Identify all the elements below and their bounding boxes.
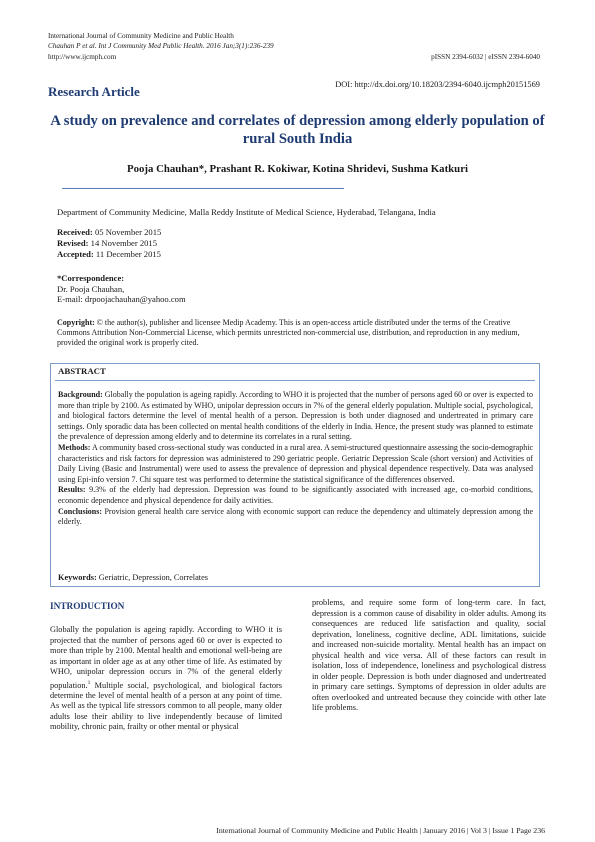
- received-date: Received: 05 November 2015: [57, 227, 162, 237]
- correspondence-email[interactable]: E-mail: drpoojachauhan@yahoo.com: [57, 294, 186, 305]
- introduction-heading: INTRODUCTION: [50, 602, 125, 612]
- doi[interactable]: DOI: http://dx.doi.org/10.18203/2394-6040.ijcmph20151569: [335, 80, 540, 89]
- footnote-ref: 1: [87, 679, 91, 686]
- author-list: Pooja Chauhan*, Prashant R. Kokiwar, Kotina Shridevi, Sushma Katkuri: [127, 163, 468, 175]
- abstract-background: Background: Globally the population is ageing rapidly. According to WHO it is projected that the number of persons aged 60 or over is expected to more than triple by 2100. As estimated by WHO, unipolar depression occurs in 7% of the general elderly population. Multiple social, psychological, and biological factors determine the level of mental health of a person. Depression is both under diagnosed and undertreated in primary care settings. Only sporadic data has been collected on mental health conditions of the elderly in India. Hence, the present study was planned to estimate the prevalence of depression among elderly and to determine its correlates in a rural setting.: [58, 390, 534, 442]
- introduction-left-column: Globally the population is ageing rapidly. According to WHO it is projected that the number of persons aged 60 or over is expected to more than triple by 2100. Mental health and emotional well-being are as important in older age as at any other time of life. As estimated by WHO, unipolar depression occurs in 7% of the general elderly population.$^1$ Multiple social, psychological, and biological factors determine the level of mental health of a person at any point of time. As well as the typical life stressors common to all people, many older adults lose their ability to live independently because of limited mobility, chronic pain, frailty or other mental or physical: [50, 625, 282, 732]
- title-divider: [62, 188, 344, 189]
- journal-name: International Journal of Community Medicine and Public Health: [48, 32, 234, 40]
- keywords: Keywords: Geriatric, Depression, Correlates: [58, 573, 208, 582]
- abstract-conclusions: Conclusions: Provision general health care service along with economic support can reduce the dependency and ultimately depression among the elderly.: [58, 506, 534, 527]
- abstract-results: Results: 9.3% of the elderly had depression. Depression was found to be significantly associated with increased age, co-morbid conditions, economic dependence and physical dependence for daily activities.: [58, 485, 534, 505]
- page-footer: International Journal of Community Medicine and Public Health | January 2016 | Vol 3 | Issue 1 Page 236: [216, 826, 545, 835]
- issn: pISSN 2394-6032 | eISSN 2394-6040: [431, 53, 540, 61]
- article-dates: [57, 227, 161, 260]
- accepted-date: Accepted: 11 December 2015: [57, 249, 161, 259]
- correspondence-label: *Correspondence:: [57, 273, 125, 283]
- correspondence-name: Dr. Pooja Chauhan,: [57, 283, 125, 294]
- abstract-heading: ABSTRACT: [58, 366, 106, 376]
- abstract-body: [58, 390, 533, 528]
- correspondence: [57, 273, 186, 305]
- article-title: A study on prevalence and correlates of depression among elderly population of rural South India: [50, 113, 545, 147]
- abstract-methods: Methods: A community based cross-sectional study was conducted in a rural area. A semi-structured questionnaire assessing the socio-demographic characteristics and risk factors for depression was administered to 290 geriatric people. Geriatric Depression Scale (short version) and Activities of Daily Living (Basic and Instrumental) were used to assess the prevalence of depression and physical dependence respectively. Data was analysed using Epi-info version 7. Chi square test was performed to determine the statistical significance of the differences observed.: [58, 442, 534, 484]
- revised-date: Revised: 14 November 2015: [57, 238, 158, 248]
- article-type: Research Article: [48, 84, 140, 99]
- abstract-divider: [55, 380, 535, 381]
- introduction-right-column: problems, and require some form of long-term care. In fact, depression is a common cause of disability in older adults. Among its consequences are reduced life satisfaction and quality, social deprivation, loneliness, cognitive decline, ADL limitations, suicide and increased non-suicide mortality. Mental health has an impact on physical health and vice versa. All of these factors can result in isolation, loss of independence, loneliness and psychological distress in older people. Depression is both under diagnosed and undertreated in primary care settings. Symptoms of depression in older adults are often overlooked and untreated because they coincide with other late life problems.: [312, 598, 546, 712]
- journal-website[interactable]: http://www.ijcmph.com: [48, 53, 117, 61]
- copyright-notice: Copyright: © the author(s), publisher and licensee Medip Academy. This is an open-access article distributed under the terms of the Creative Commons Attribution Non-Commercial License, which permits unrestricted non-commercial use, distribution, and reproduction in any medium, provided the original work is properly cited.: [57, 318, 520, 348]
- citation-line: Chauhan P et al. Int J Community Med Public Health. 2016 Jan;3(1):236-239: [48, 42, 274, 50]
- affiliation: Department of Community Medicine, Malla Reddy Institute of Medical Science, Hyderabad, Telangana, India: [57, 207, 436, 217]
